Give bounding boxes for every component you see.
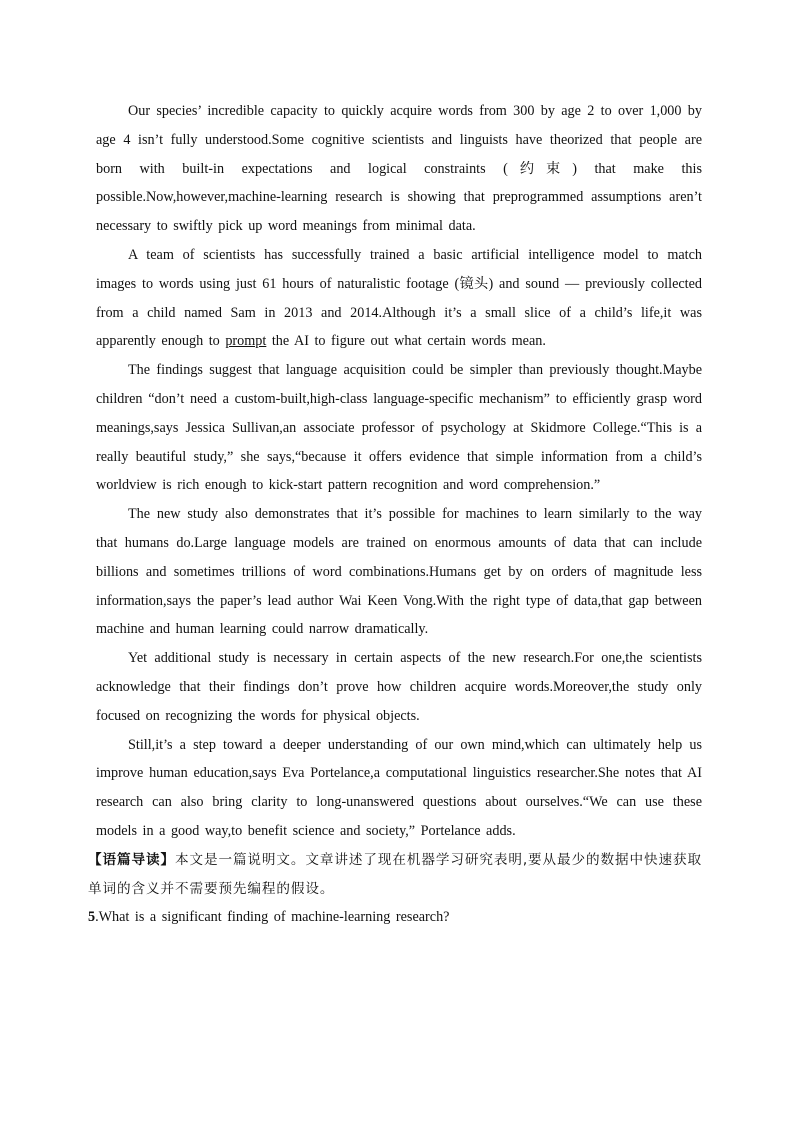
paragraph-3: The findings suggest that language acquisition could be simpler than previously thought.Maybe children “don’t need a custom-built,high-class language-specific mechanism” to efficiently grasp word meanings,says Jessica Sullivan,an associate professor of psychology at Skidmore College.“This is a really beautiful study,” she says,“because it offers evidence that simple information from a child’s worldview is rich enough to kick-start pattern recognition and word comprehension.” [96,362,702,494]
paragraph-5: Yet additional study is necessary in certain aspects of the new research.For one,the scientists acknowledge that their findings don’t prove how children acquire words.Moreover,the study only focused on recognizing the words for physical objects. [96,650,702,724]
question-text: .What is a significant finding of machine-learning research? [95,909,450,926]
reading-guide [88,846,702,904]
document-page [88,97,702,932]
question-5 [88,903,702,932]
reading-guide-tag: 【语篇导读】 [88,851,175,868]
paragraph-2-text-after: the AI to figure out what certain words mean. [266,333,546,350]
question-number: 5 [88,909,96,926]
paragraph-6: Still,it’s a step toward a deeper understanding of our own mind,which can ultimately help us improve human education,says Eva Portelance,a computational linguistics researcher.She notes that AI research can also bring clarity to long-unanswered questions about ourselves.“We can use these models in a good way,to benefit science and society,” Portelance adds. [96,736,702,839]
reading-guide-text: 本文是一篇说明文。文章讲述了现在机器学习研究表明,要从最少的数据中快速获取单词的含义并不需要预先编程的假设。 [88,851,702,897]
paragraph-2 [96,241,702,356]
paragraph-4: The new study also demonstrates that it’s possible for machines to learn similarly to the way that humans do.Large language models are trained on enormous amounts of data that can include billions and sometimes trillions of word combinations.Humans get by on orders of magnitude less information,says the paper’s lead author Wai Keen Vong.With the right type of data,that gap between machine and human learning could narrow dramatically. [96,506,702,638]
underlined-word-prompt: prompt [225,333,267,350]
paragraph-1: Our species’ incredible capacity to quickly acquire words from 300 by age 2 to over 1,000 by age 4 isn’t fully understood.Some cognitive scientists and linguists have theorized that people are born with built-in expectations and logical constraints (约束) that make this possible.Now,however,machine-learning research is showing that preprogrammed assumptions aren’t necessary to swiftly pick up word meanings from minimal data. [96,103,702,235]
paragraph-2-text-before: A team of scientists has successfully trained a basic artificial intelligence model to match images to words using just 61 hours of naturalistic footage (镜头) and sound — previously collected from a child named Sam in 2013 and 2014.Although it’s a small slice of a child’s life,it was apparently enough to [96,246,702,350]
